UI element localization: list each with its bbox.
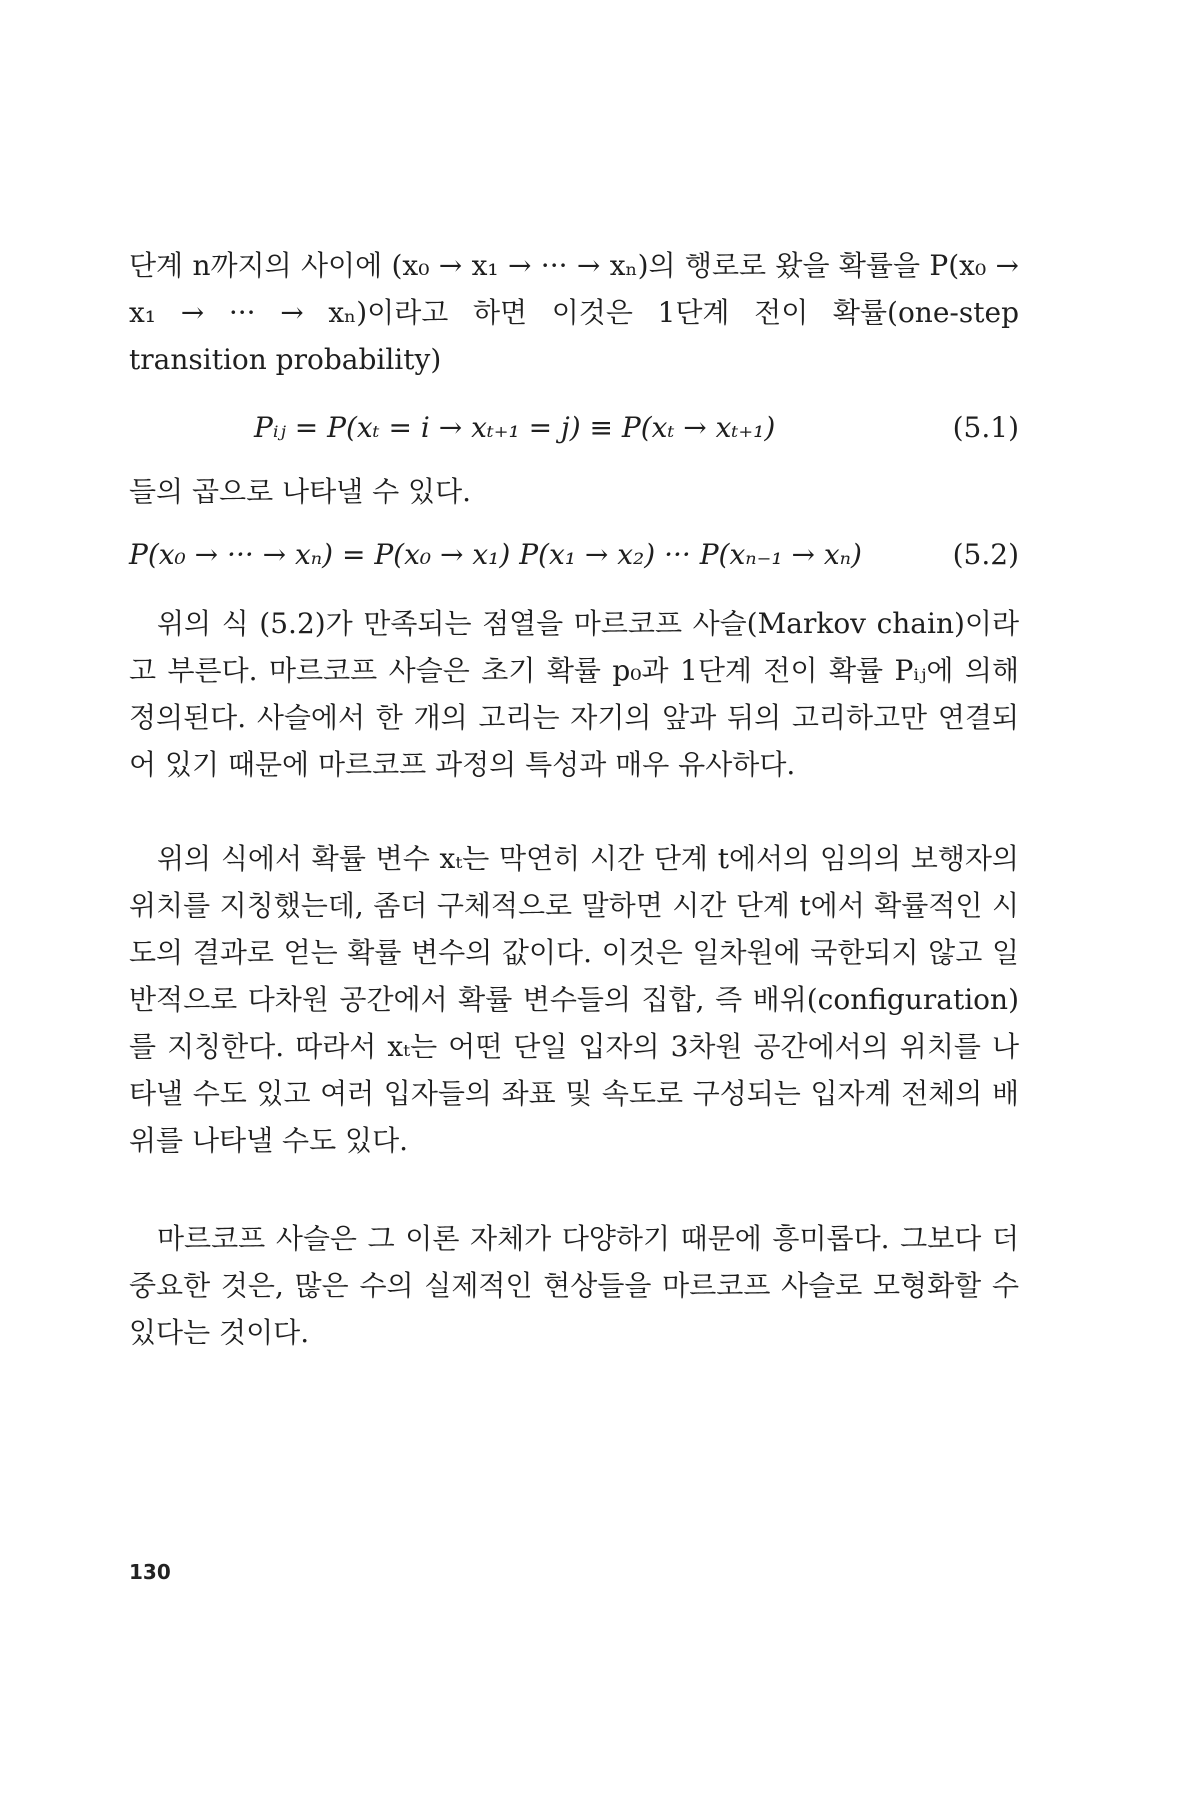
equation-5-2-expression: P(x₀ → ··· → xₙ) = P(x₀ → x₁) P(x₁ → x₂) ··· P(xₙ₋₁ → xₙ) bbox=[129, 538, 862, 571]
equation-5-1-expression: Pᵢⱼ = P(xₜ = i → xₜ₊₁ = j) ≡ P(xₜ → xₜ₊₁) bbox=[254, 411, 776, 444]
paragraph-markov-chain bbox=[129, 600, 1019, 788]
paragraph-product bbox=[129, 468, 1019, 515]
paragraph-3: 위의 식 (5.2)가 만족되는 점열을 마르코프 사슬(Markov chain)이라고 부른다. 마르코프 사슬은 초기 확률 p₀과 1단계 전이 확률 Pᵢⱼ에 의해 정의된다. 사슬에서 한 개의 고리는 자기의 앞과 뒤의 고리하고만 연결되어 있기 때문에 마르코프 과정의 특성과 매우 유사하다. bbox=[129, 607, 1019, 781]
paragraph-transition-path bbox=[129, 242, 1019, 383]
equation-5-1 bbox=[129, 411, 1019, 461]
page-number: 130 bbox=[129, 1560, 171, 1584]
paragraph-2: 들의 곱으로 나타낼 수 있다. bbox=[129, 475, 472, 508]
equation-5-2-number: (5.2) bbox=[952, 538, 1019, 571]
paragraph-5: 마르코프 사슬은 그 이론 자체가 다양하기 때문에 흥미롭다. 그보다 더 중요한 것은, 많은 수의 실제적인 현상들을 마르코프 사슬로 모형화할 수 있다는 것이다. bbox=[129, 1222, 1019, 1349]
paragraph-interest bbox=[129, 1215, 1019, 1356]
equation-5-2 bbox=[129, 538, 1019, 588]
paragraph-1: 단계 n까지의 사이에 (x₀ → x₁ → ··· → xₙ)의 행로로 왔을 확률을 P(x₀ → x₁ → ··· → xₙ)이라고 하면 이것은 1단계 전이 확률(one-step transition probability) bbox=[129, 249, 1019, 376]
paragraph-4: 위의 식에서 확률 변수 xₜ는 막연히 시간 단계 t에서의 임의의 보행자의 위치를 지칭했는데, 좀더 구체적으로 말하면 시간 단계 t에서 확률적인 시도의 결과로 얻는 확률 변수의 값이다. 이것은 일차원에 국한되지 않고 일반적으로 다차원 공간에서 확률 변수들의 집합, 즉 배위(configuration)를 지칭한다. 따라서 xₜ는 어떤 단일 입자의 3차원 공간에서의 위치를 나타낼 수도 있고 여러 입자들의 좌표 및 속도로 구성되는 입자계 전체의 배위를 나타낼 수도 있다. bbox=[129, 842, 1019, 1157]
equation-5-1-number: (5.1) bbox=[952, 411, 1019, 444]
paragraph-random-variable bbox=[129, 835, 1019, 1164]
